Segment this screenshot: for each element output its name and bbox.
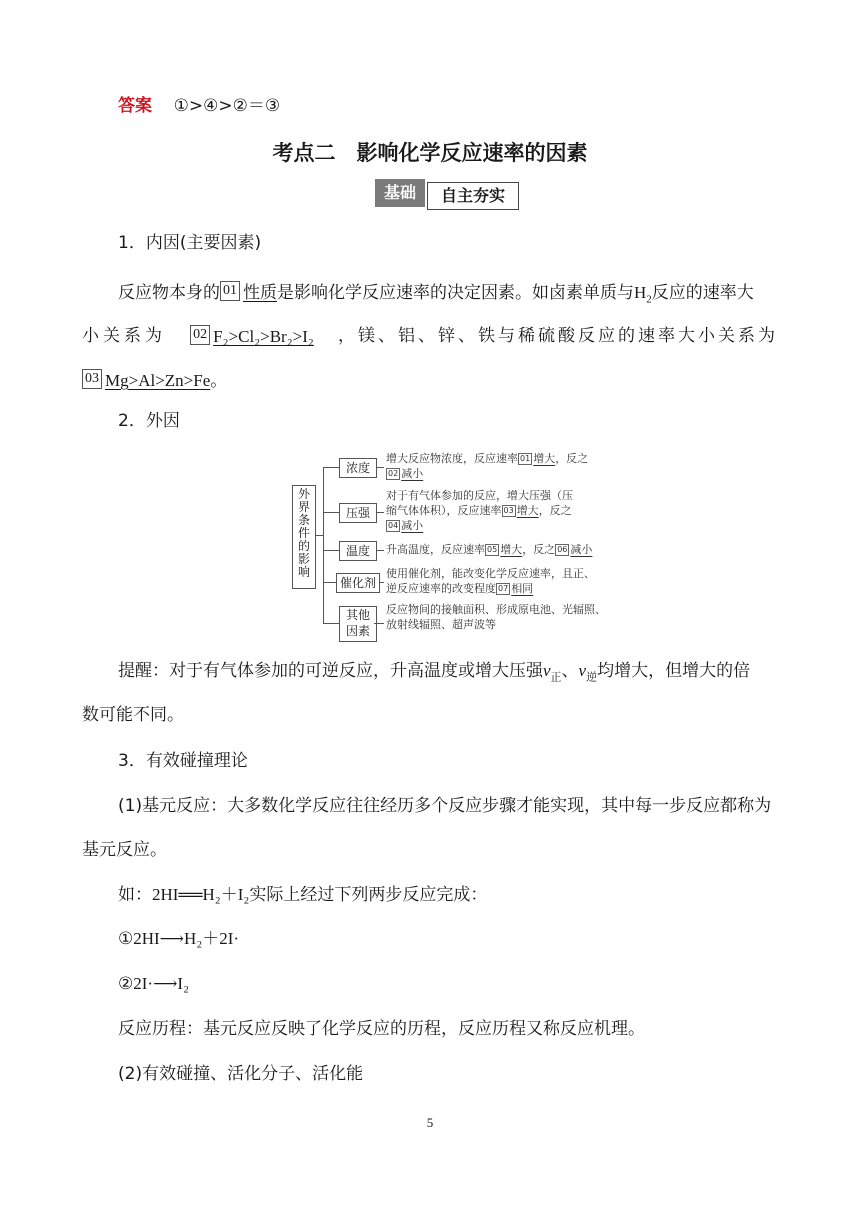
example-suffix: 实际上经过下列两步反应完成： xyxy=(249,885,488,905)
factors-diagram xyxy=(290,447,610,637)
item3-heading: 3．有效碰撞理论 xyxy=(118,751,248,771)
item1-text-a: 反应物本身的 xyxy=(118,283,220,303)
item3-p1: (1)基元反应：大多数化学反应往往经历多个反应步骤才能实现，其中每一步反应都称为 xyxy=(118,796,772,816)
answer-value: ①>④>②＝③ xyxy=(173,96,281,116)
step1-equation: ①2HI⟶H₂＋2I· xyxy=(118,929,240,948)
item1-line3 xyxy=(82,369,227,392)
h2-subscript: 2 xyxy=(646,293,652,306)
item1-text-e: ，镁、铝、锌、铁与稀硫酸反应的速率大小关系为 xyxy=(338,326,778,346)
diagram-root: 外界条件的影响 xyxy=(292,485,316,589)
answer-line xyxy=(118,95,280,117)
reminder-sep: 、 xyxy=(561,661,579,681)
item1-text-b: 是影响化学反应速率的决定因素。如卤素单质与 xyxy=(277,283,634,303)
v-symbol: v xyxy=(578,661,587,680)
answer-metal-order: Mg>Al>Zn>Fe xyxy=(105,371,211,390)
item2-heading: 2．外因 xyxy=(118,411,180,431)
reminder-line1 xyxy=(118,660,750,688)
v-reverse-sub: 逆 xyxy=(586,670,598,684)
blank-number-box: 02 xyxy=(190,325,210,345)
example-line xyxy=(118,884,487,906)
item1-text-d: 小关系为 xyxy=(82,326,166,346)
blank-number-box: 01 xyxy=(220,281,240,301)
item1-text-f: 。 xyxy=(210,371,228,391)
item3-p2: 基元反应。 xyxy=(82,840,167,860)
item1-heading: 1．内因(主要因素) xyxy=(118,233,262,253)
example-prefix: 如： xyxy=(118,885,152,905)
reminder-line2: 数可能不同。 xyxy=(82,705,184,725)
example-equation: 2HI══H₂＋I₂ xyxy=(152,885,250,904)
answer-label: 答案 xyxy=(118,96,152,116)
badge-left: 基础 xyxy=(375,179,425,207)
v-forward-sub: 正 xyxy=(550,670,562,684)
item1-line1 xyxy=(118,281,754,310)
reaction-history: 反应历程：基元反应反映了化学反应的历程，反应历程又称反应机理。 xyxy=(118,1019,645,1039)
answer-property: 性质 xyxy=(243,283,277,303)
blank-number-box: 03 xyxy=(82,369,102,389)
v-symbol: v xyxy=(543,661,551,680)
pressure-desc: 对于有气体参加的反应，增大压强（压 缩气体体积），反应速率 03 增大，反之 04 减小 xyxy=(386,489,573,532)
section-title: 考点二 影响化学反应速率的因素 xyxy=(272,141,588,165)
item1-text-c: 反应的速率大 xyxy=(651,283,754,303)
branch-temperature: 温度 xyxy=(339,541,377,561)
reminder-text-a: 提醒：对于有气体参加的可逆反应，升高温度或增大压强 xyxy=(118,661,543,681)
item1-line2 xyxy=(82,325,778,348)
step2-equation: ②2I·⟶I₂ xyxy=(118,974,190,993)
item3-sub2: (2)有效碰撞、活化分子、活化能 xyxy=(118,1064,364,1084)
branch-pressure: 压强 xyxy=(339,503,377,523)
page-number: 5 xyxy=(426,1115,434,1130)
answer-halogen-order: F₂>Cl₂>Br₂>I₂ xyxy=(213,327,314,346)
branch-other: 其他因素 xyxy=(339,606,377,642)
temperature-desc: 升高温度，反应速率 05 增大，反之 06 减小 xyxy=(386,543,593,556)
concentration-desc: 增大反应物浓度，反应速率 01 增大，反之 02 减小 xyxy=(386,452,589,480)
catalyst-desc: 使用催化剂，能改变化学反应速率，且正、 逆反应速率的改变程度 07 相同 xyxy=(386,567,595,595)
branch-catalyst: 催化剂 xyxy=(336,573,380,593)
badge-right: 自主夯实 xyxy=(427,182,519,210)
other-desc: 反应物间的接触面积、形成原电池、光辐照、 放射线辐照、超声波等 xyxy=(386,603,606,631)
reminder-text-b: 均增大，但增大的倍 xyxy=(597,661,751,681)
branch-concentration: 浓度 xyxy=(339,458,377,478)
h2-formula: H xyxy=(634,283,647,302)
